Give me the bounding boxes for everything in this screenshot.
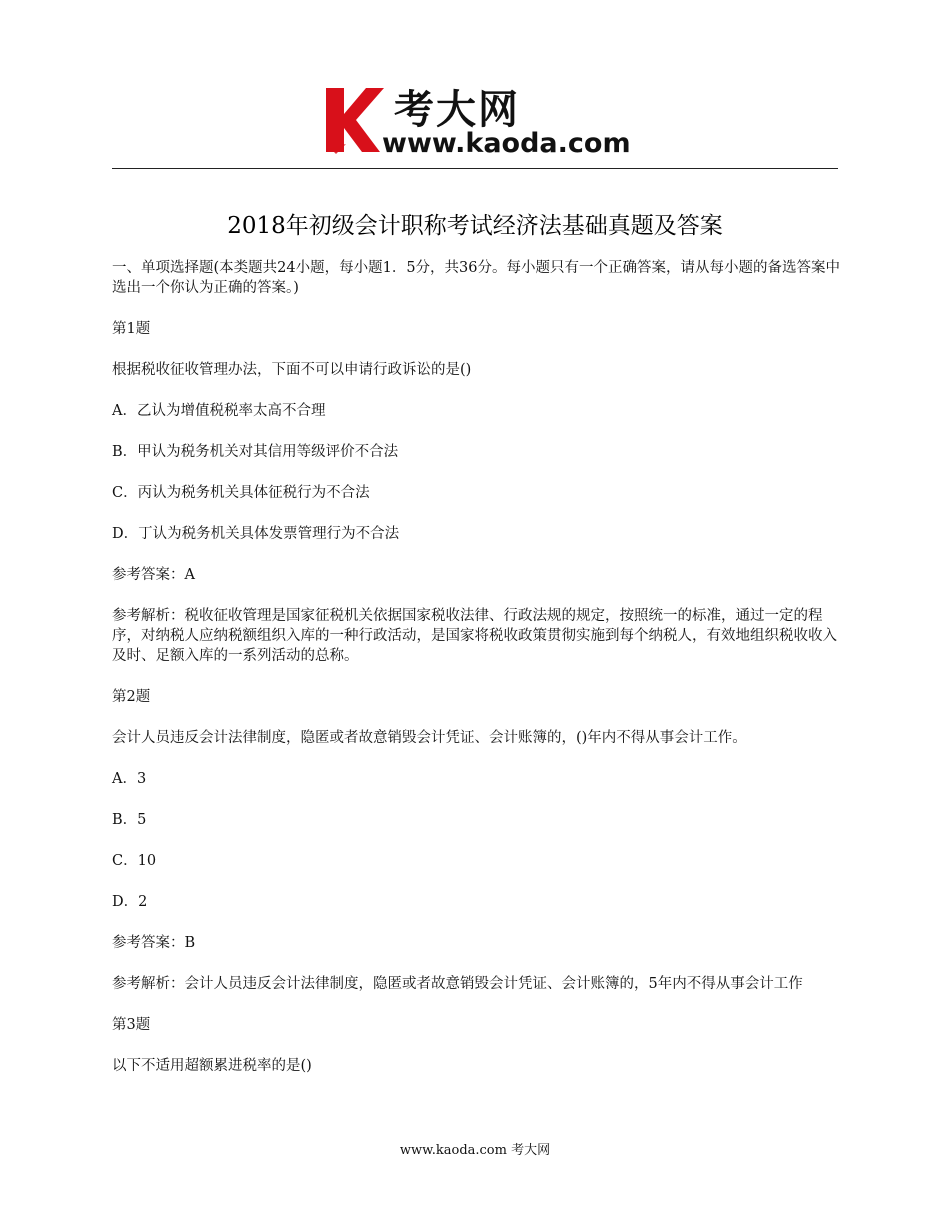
question-option: D．2 <box>112 894 148 910</box>
question-option: A．3 <box>112 771 147 787</box>
header-divider <box>112 168 838 169</box>
question-option: C．丙认为税务机关具体征税行为不合法 <box>112 485 370 501</box>
question-option: A．乙认为增值税税率太高不合理 <box>112 403 326 419</box>
question-stem: 根据税收征收管理办法，下面不可以申请行政诉讼的是() <box>112 362 472 378</box>
question-option: B．甲认为税务机关对其信用等级评价不合法 <box>112 444 399 460</box>
question-label: 第3题 <box>112 1017 151 1033</box>
reference-analysis: 参考解析：税收征收管理是国家征税机关依据国家税收法律、行政法规的规定，按照统一的标准，通过一定的程序，对纳税人应纳税额组织入库的一种行政活动，是国家将税收政策贯彻实施到每个纳税人，有效地组织税收收入及时、足额入库的一系列活动的总称。 <box>112 608 837 664</box>
question-stem: 会计人员违反会计法律制度，隐匿或者故意销毁会计凭证、会计账簿的，()年内不得从事会计工作。 <box>112 730 747 746</box>
reference-answer: 参考答案：B <box>112 935 196 951</box>
question-label: 第2题 <box>112 689 151 705</box>
kaoda-logo <box>322 80 642 162</box>
reference-answer: 参考答案：A <box>112 567 195 583</box>
page-footer: www.kaoda.com 考大网 <box>399 1143 551 1158</box>
page-title: 2018年初级会计职称考试经济法基础真题及答案 <box>227 213 723 239</box>
logo-k-mark-icon <box>322 84 386 154</box>
reference-analysis: 参考解析：会计人员违反会计法律制度，隐匿或者故意销毁会计凭证、会计账簿的，5年内不得从事会计工作 <box>112 976 803 992</box>
section-intro: 一、单项选择题(本类题共24小题，每小题1．5分，共36分。每小题只有一个正确答案，请从每小题的备选答案中选出一个你认为正确的答案。) <box>112 260 841 296</box>
logo-chinese-text: 考大网 <box>394 87 520 133</box>
logo-url-text: www.kaoda.com <box>382 128 631 159</box>
document-body <box>112 258 840 1097</box>
question-stem: 以下不适用超额累进税率的是() <box>112 1058 312 1074</box>
question-label: 第1题 <box>112 321 151 337</box>
question-option: D．丁认为税务机关具体发票管理行为不合法 <box>112 526 400 542</box>
question-option: B．5 <box>112 812 147 828</box>
question-option: C．10 <box>112 853 157 869</box>
